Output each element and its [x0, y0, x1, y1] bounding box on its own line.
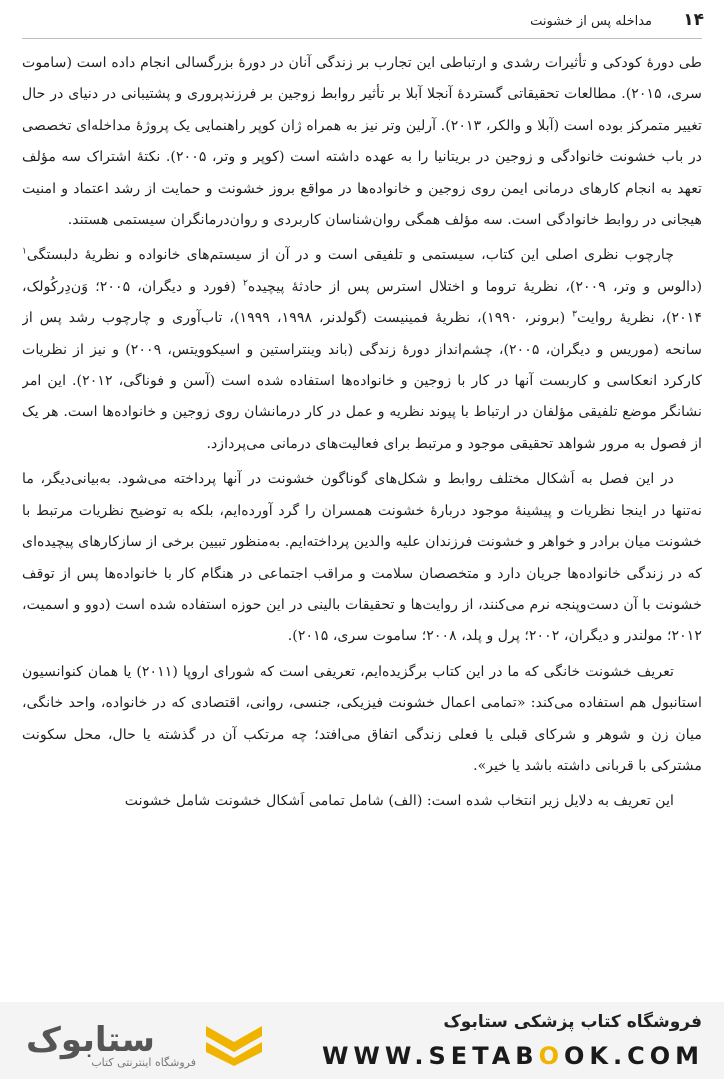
logo-wordmark: ستابوک	[26, 1020, 155, 1060]
paragraph-1: طی دورهٔ کودکی و تأثیرات رشدی و ارتباطی این تجارب بر زندگی آنان در دورهٔ بزرگسالی انجام داده است (ساموت سری، ۲۰۱۵). مطالعات تحقیقاتی گستردهٔ آنجلا آبلا بر تأثیر روابط زوجین بر فرزندپروری و پشتیبانی در دنیای در حال تغییر متمرکز بوده است (آبلا و والکر، ۲۰۱۳). آرلین وتر نیز به همراه ژان کوپر راهنمایی یک پروژهٔ مداخله‌ای تخصصی در باب خشونت خانوادگی و زوجین در بریتانیا را به عهده داشته است (کوپر و وتر، ۲۰۰۵). نکتهٔ اشتراک سه مؤلف تعهد به انجام کارهای درمانی ایمن روی زوجین و خانواده‌ها در مواقع بروز خشونت و حمایت از رشد اعتماد و امنیت هیجانی در روابط خانوادگی است. سه مؤلف همگی روان‌شناسان کاربردی و روان‌درمانگران سیستمی هستند.	[22, 55, 702, 229]
url-part-1: WWW.SETAB	[321, 1042, 539, 1070]
running-title: مداخله پس از خشونت	[530, 14, 652, 29]
shop-url[interactable]	[322, 1042, 704, 1070]
paragraph-5: این تعریف به دلایل زیر انتخاب شده است: (الف) شامل تمامی اَشکال خشونت شامل خشونت	[124, 793, 674, 810]
shop-name: فروشگاه کتاب پزشکی ستابوک	[443, 1012, 702, 1032]
footnote-mark-3: ۳	[572, 309, 577, 320]
footnote-mark-2: ۲	[243, 278, 248, 289]
paragraph-2-part-d: (برونر، ۱۹۹۰)، نظریهٔ فمینیست (گولدنر، ۱۹۹۸، ۱۹۹۹)، تاب‌آوری و چارچوب رشد پس از سانحه (موریس و دیگران، ۲۰۰۵)، چشم‌انداز دورهٔ زندگی (باند وینتراستین و اسیکوویتس، ۲۰۰۹) و نیز از نظریات کارکرد انعکاسی و کاربست آنها در کار با زوجین و خانواده‌ها استفاده شده است (آسن و فوناگی، ۲۰۱۲). این امر نشانگر موضع تلفیقی مؤلفان در ارتباط با پیوند نظریه و عمل در کار درمانشان روی زوجین و خانواده‌ها است. هر یک از فصول به مرور شواهد تحقیقی موجود و مرتبط برای فعالیت‌های درمانی می‌پردازد.	[22, 310, 702, 452]
paragraph-2-part-c: (فورد و دیگران، ۲۰۰۵؛ وَن‌دِرکُولک، ۲۰۱۴)، نظریهٔ روایت	[22, 278, 702, 327]
paragraph-2-part-b: (دالوس و وتر، ۲۰۰۹)، نظریهٔ تروما و اختلال استرس پس از حادثهٔ پیچیده	[247, 278, 702, 295]
paragraph-2-part-a: چارچوب نظری اصلی این کتاب، سیستمی و تلفیقی است و در آن از سیستم‌های خانواده و نظریهٔ دلبستگی	[26, 247, 674, 264]
url-accent-o: O	[538, 1042, 564, 1070]
paragraph-2	[22, 240, 702, 460]
store-logo	[26, 1020, 276, 1070]
page-header	[0, 6, 724, 36]
paragraph-4: تعریف خشونت خانگی که ما در این کتاب برگزیده‌ایم، تعریفی است که شورای اروپا (۲۰۱۱) یا همان کنوانسیون استانبول هم استفاده می‌کند: «تمامی اعمال خشونت فیزیکی، جنسی، روانی، اقتصادی که در خانواده، واحد خانگی، میان زن و شوهر و شرکای قبلی یا فعلی زندگی اتفاق می‌افتد؛ چه مرتکب آن در گذشته یا حال، محل سکونت مشترکی با قربانی داشته باشد یا خیر».	[22, 663, 702, 774]
store-banner	[0, 1002, 724, 1079]
page-number: ۱۴	[683, 10, 704, 30]
url-part-2: OK.COM	[563, 1042, 704, 1070]
logo-subtitle: فروشگاه اینترنتی کتاب	[91, 1056, 196, 1069]
paragraph-3: در این فصل به اَشکال مختلف روابط و شکل‌های گوناگون خشونت در آنها پرداخته می‌شود. به‌بیانی‌دیگر، ما نه‌تنها در اینجا نظریات و پیشینهٔ موجود دربارهٔ خشونت همسران را گرد آورده‌ایم، بلکه به توضیح نظریات مرتبط با خشونت میان برادر و خواهر و خشونت فرزندان علیه والدین پرداخته‌ایم. به‌منظور تبیین برخی از سازکارهای پیچیده‌ای که در زندگی خانواده‌ها جریان دارد و متخصصان سلامت و مراقب اجتماعی در هنگام کار با خانواده‌ها پس از توقف خشونت با آن دست‌وپنجه نرم می‌کنند، از روایت‌ها و تحقیقات بالینی در این حوزه استفاده شده است (دوو و اسمیت، ۲۰۱۲؛ مولندر و دیگران، ۲۰۰۲؛ پرل و پلد، ۲۰۰۸؛ ساموت سری، ۲۰۱۵).	[22, 471, 702, 645]
chevron-logo-icon	[204, 1022, 264, 1066]
header-divider	[22, 38, 702, 39]
body-text	[22, 48, 702, 978]
footnote-mark-1: ۱	[22, 246, 27, 257]
